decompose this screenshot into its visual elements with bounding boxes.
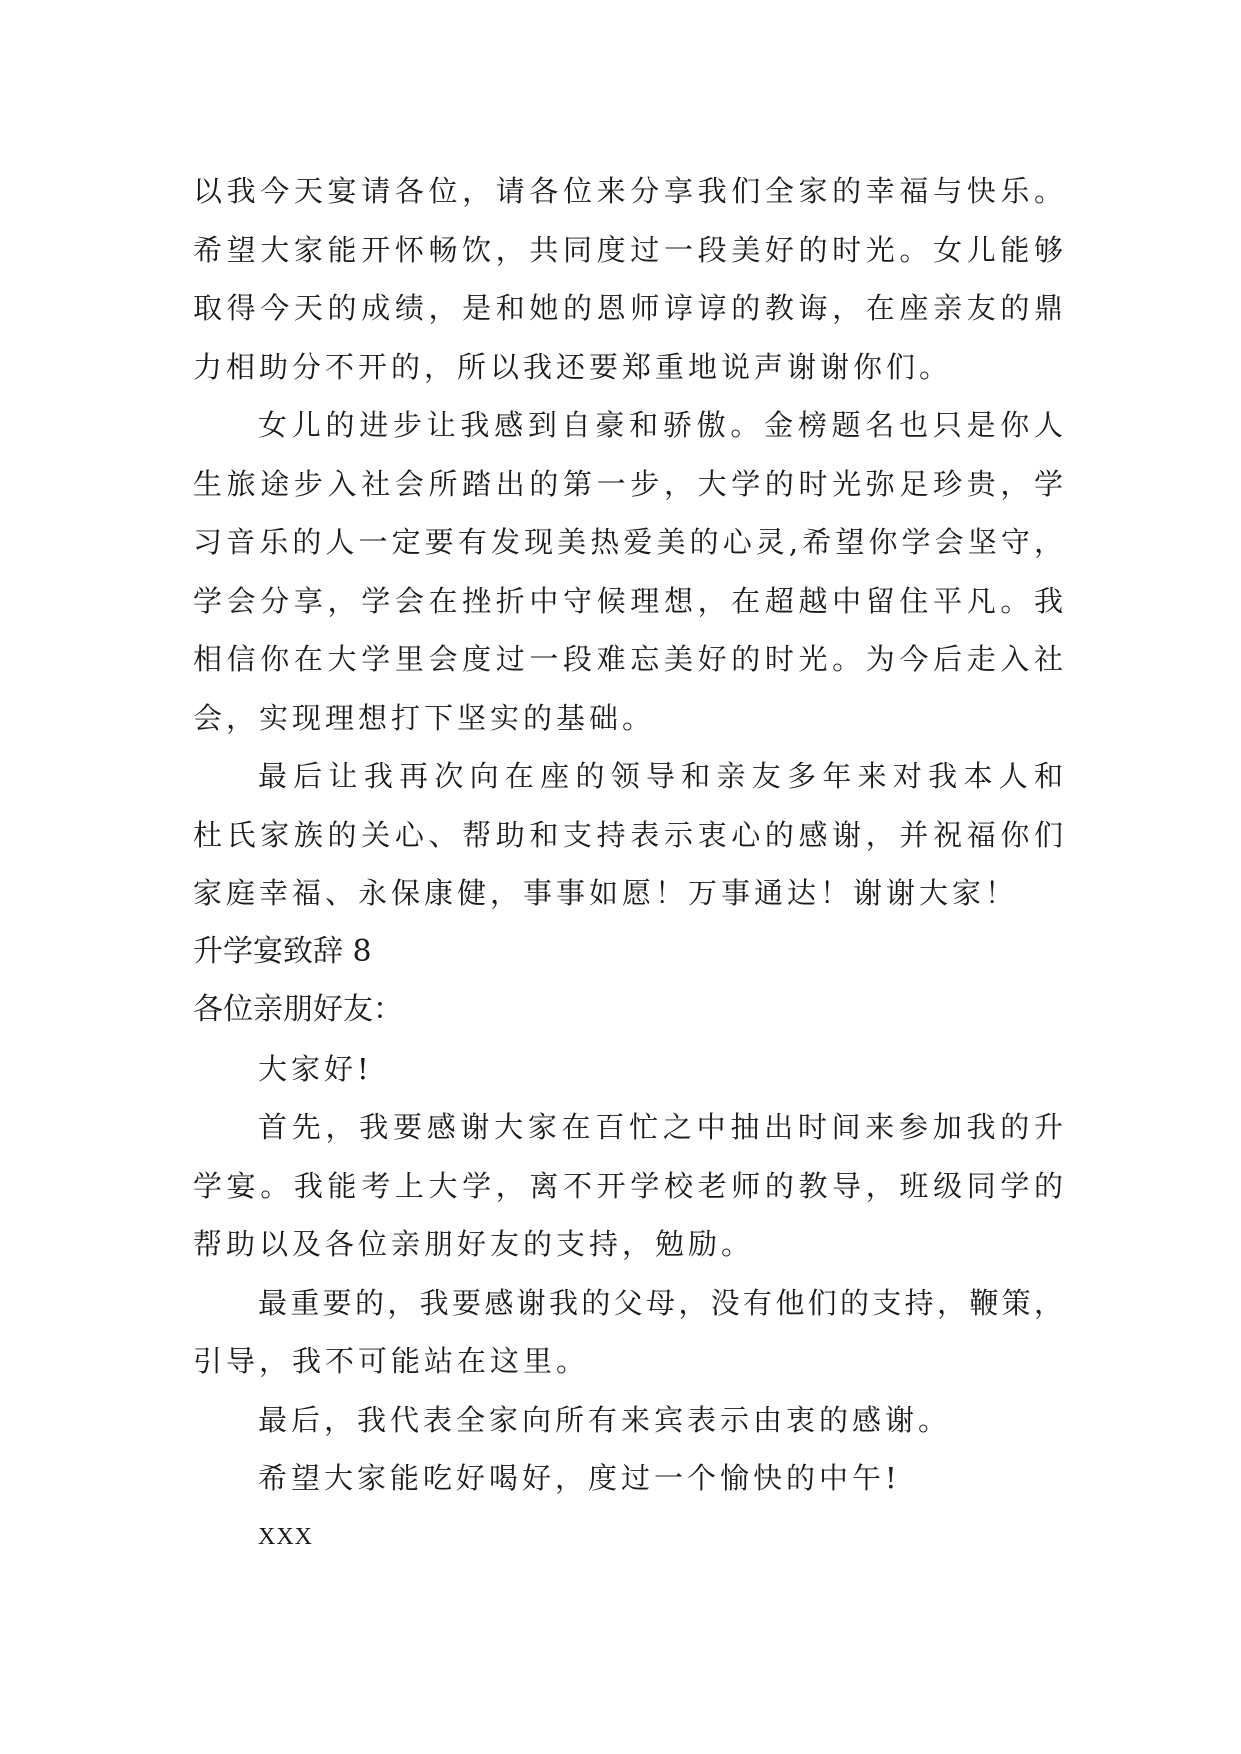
salutation: 各位亲朋好友： — [193, 992, 403, 1027]
text-line: 首先，我要感谢大家在百忙之中抽出时间来参加我的升 — [258, 1110, 1063, 1144]
text-line: 学会分享，学会在挫折中守候理想，在超越中留住平凡。我 — [193, 583, 1063, 618]
text-line: 希望大家能开怀畅饮，共同度过一段美好的时光。女儿能够 — [193, 232, 1063, 267]
text-line: 最后让我再次向在座的领导和亲友多年来对我本人和 — [258, 759, 1063, 793]
paragraph — [193, 1040, 1063, 1099]
document-page — [193, 162, 1063, 1566]
text-line: 杜氏家族的关心、帮助和支持表示衷心的感谢，并祝福你们 — [193, 817, 1063, 852]
paragraph — [193, 396, 1063, 747]
text-line: 最重要的，我要感谢我的父母，没有他们的支持，鞭策， — [258, 1285, 1063, 1320]
section-heading: 升学宴致辞 8 — [193, 933, 372, 969]
paragraph — [193, 1274, 1063, 1391]
paragraph — [193, 1098, 1063, 1274]
text-line: 生旅途步入社会所踏出的第一步，大学的时光弥足珍贵，学 — [193, 466, 1063, 501]
text-line: 力相助分不开的，所以我还要郑重地说声谢谢你们。 — [193, 349, 953, 384]
paragraph — [193, 1391, 1063, 1450]
text-line: 家庭幸福、永保康健，事事如愿！万事通达！谢谢大家！ — [193, 876, 1019, 910]
text-line: 学宴。我能考上大学，离不开学校老师的教导，班级同学的 — [193, 1168, 1063, 1203]
text-line: 最后，我代表全家向所有来宾表示由衷的感谢。 — [258, 1402, 952, 1437]
signature: XXX — [258, 1523, 313, 1550]
text-line: 女儿的进步让我感到自豪和骄傲。金榜题名也只是你人 — [258, 408, 1063, 442]
text-line: 习音乐的人一定要有发现美热爱美的心灵,希望你学会坚守， — [193, 525, 1063, 559]
text-line: 以我今天宴请各位，请各位来分享我们全家的幸福与快乐。 — [193, 174, 1063, 208]
text-line: 相信你在大学里会度过一段难忘美好的时光。为今后走入社 — [193, 642, 1063, 676]
paragraph — [193, 1449, 1063, 1508]
text-line: 取得今天的成绩，是和她的恩师谆谆的教诲，在座亲友的鼎 — [193, 291, 1063, 325]
paragraph — [193, 162, 1063, 396]
text-line: 希望大家能吃好喝好，度过一个愉快的中午! — [258, 1461, 901, 1495]
text-line: 大家好! — [258, 1051, 373, 1086]
text-line: 帮助以及各位亲朋好友的支持，勉励。 — [193, 1227, 755, 1261]
text-line: 引导，我不可能站在这里。 — [193, 1344, 590, 1378]
paragraph — [193, 747, 1063, 923]
text-line: 会，实现理想打下坚实的基础。 — [193, 700, 656, 735]
